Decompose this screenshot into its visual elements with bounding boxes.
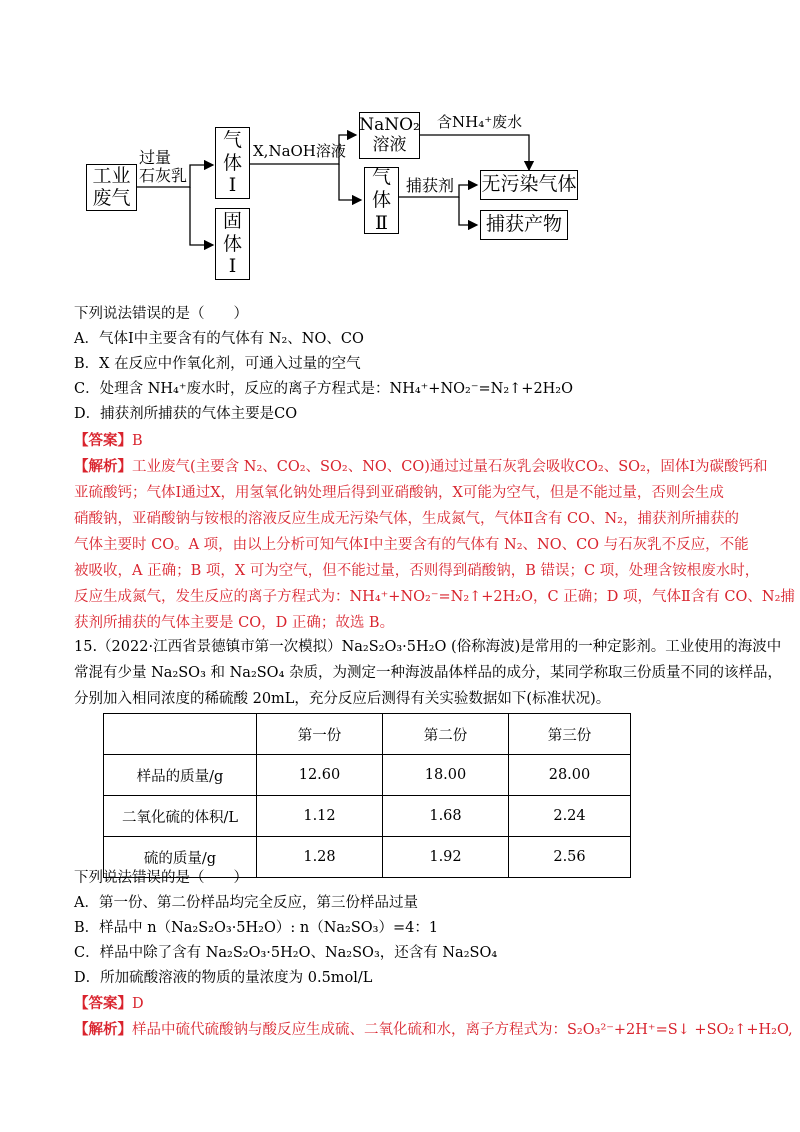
- table-cell: 12.60: [257, 755, 383, 796]
- q14-analysis-line-6: 反应生成氮气，发生反应的离子方程式为：NH₄⁺+NO₂⁻=N₂↑+2H₂O，C 正确；D 项，气体Ⅱ含有 CO、N₂捕: [74, 589, 795, 605]
- q15-stem-line-3: 分别加入相同浓度的稀硫酸 20mL，充分反应后测得有关实验数据如下(标准状况)。: [74, 691, 611, 707]
- q14-option-b: B．X 在反应中作氧化剂，可通入过量的空气: [74, 356, 361, 372]
- table-row: [104, 796, 631, 837]
- arrow-gas1-to-gas2: [339, 164, 361, 200]
- table-header-cell: 第一份: [257, 714, 383, 755]
- table-row: [104, 755, 631, 796]
- q15-answer: [74, 997, 144, 1012]
- label-nh4-waste: 含NH₄⁺废水: [437, 113, 523, 131]
- table-cell: 2.24: [509, 796, 631, 837]
- flowchart: [0, 0, 800, 290]
- table-cell: 1.68: [383, 796, 509, 837]
- box-gas-2: 气 体 Ⅱ: [364, 167, 399, 234]
- q15-option-b: B．样品中 n（Na₂S₂O₃·5H₂O）: n（Na₂SO₃）=4：1: [74, 920, 439, 936]
- q15-option-a: A．第一份、第二份样品均完全反应，第三份样品过量: [74, 895, 418, 911]
- table-header-cell: [104, 714, 257, 755]
- q15-option-d: D．所加硫酸溶液的物质的量浓度为 0.5mol/L: [74, 970, 373, 986]
- arrow-waste-to-solid1: [190, 187, 213, 245]
- box-clean-gas: 无污染气体: [480, 170, 578, 200]
- box-capture-product: 捕获产物: [480, 210, 568, 240]
- table-header-cell: 第三份: [509, 714, 631, 755]
- table-cell: 1.92: [383, 837, 509, 878]
- q15-prompt: 下列说法错误的是（ ）: [74, 870, 248, 886]
- q14-analysis-line-1: 【解析】工业废气(主要含 N₂、CO₂、SO₂、NO、CO)通过过量石灰乳会吸收CO₂、SO₂，固体Ⅰ为碳酸钙和: [74, 458, 768, 475]
- q15-data-table: [103, 713, 631, 878]
- q14-analysis-line-2: 亚硫酸钙；气体Ⅰ通过X，用氢氧化钠处理后得到亚硝酸钠，X可能为空气，但是不能过量，否则会生成: [74, 485, 724, 501]
- q15-stem-line-2: 常混有少量 Na₂SO₃ 和 Na₂SO₄ 杂质，为测定一种海波晶体样品的成分，某同学称取三份质量不同的该样品，: [74, 665, 782, 681]
- q15-option-c: C．样品中除了含有 Na₂S₂O₃·5H₂O、Na₂SO₃，还含有 Na₂SO₄: [74, 945, 498, 961]
- table-cell: 1.28: [257, 837, 383, 878]
- q14-analysis-line-4: 气体主要时 CO。A 项，由以上分析可知气体Ⅰ中主要含有的气体有 N₂、NO、CO 与石灰乳不反应，不能: [74, 537, 749, 553]
- q14-option-c: C．处理含 NH₄⁺废水时，反应的离子方程式是：NH₄⁺+NO₂⁻=N₂↑+2H₂O: [74, 381, 574, 397]
- q14-analysis-line-3: 硝酸钠，亚硝酸钠与铵根的溶液反应生成无污染气体，生成氮气，气体Ⅱ含有 CO、N₂，捕获剂所捕获的: [74, 511, 739, 527]
- answer-tag: 【答案】: [74, 432, 132, 449]
- table-header-cell: 第二份: [383, 714, 509, 755]
- analysis-tag: 【解析】: [74, 458, 132, 475]
- q14-analysis-line-5: 被吸收，A 正确；B 项，X 可为空气，但不能过量，否则得到硝酸钠，B 错误；C 项，处理含铵根废水时，: [74, 563, 760, 579]
- table-cell: 二氧化硫的体积/L: [104, 796, 257, 837]
- answer-value: D: [132, 996, 144, 1012]
- table-cell: 1.12: [257, 796, 383, 837]
- q14-prompt: 下列说法错误的是（ ）: [74, 306, 248, 322]
- box-gas-1: 气 体 Ⅰ: [215, 127, 250, 199]
- table-cell: 28.00: [509, 755, 631, 796]
- arrow-nano2-to-clean: [420, 135, 529, 170]
- answer-tag: 【答案】: [74, 995, 132, 1012]
- table-cell: 样品的质量/g: [104, 755, 257, 796]
- arrow-gas2-to-product: [459, 197, 477, 225]
- box-nano2: NaNO₂ 溶液: [359, 112, 420, 159]
- label-capture-agent: 捕获剂: [406, 176, 455, 195]
- table-cell: 硫的质量/g: [104, 837, 257, 878]
- table-header-row: [104, 714, 631, 755]
- box-solid-1: 固 体 Ⅰ: [215, 208, 250, 280]
- q14-answer: [74, 434, 143, 449]
- q15-analysis-line-1: 【解析】样品中硫代硫酸钠与酸反应生成硫、二氧化硫和水，离子方程式为：S₂O₃²⁻+2H⁺=S↓ +SO₂↑+H₂O,: [74, 1021, 793, 1038]
- table-cell: 2.56: [509, 837, 631, 878]
- q14-option-d: D．捕获剂所捕获的气体主要是CO: [74, 406, 298, 422]
- q15-stem-line-1: 15.（2022·江西省景德镇市第一次模拟）Na₂S₂O₃·5H₂O (俗称海波)是常用的一种定影剂。工业使用的海波中: [74, 639, 782, 655]
- table-cell: 18.00: [383, 755, 509, 796]
- answer-value: B: [132, 433, 143, 449]
- box-industrial-waste: 工业 废气: [86, 164, 137, 211]
- label-excess-lime: 过量 石灰乳: [139, 148, 188, 186]
- label-x-naoh: X,NaOH溶液: [253, 142, 346, 160]
- q14-option-a: A．气体Ⅰ中主要含有的气体有 N₂、NO、CO: [74, 331, 364, 347]
- analysis-tag: 【解析】: [74, 1021, 132, 1038]
- q14-analysis-line-7: 获剂所捕获的气体主要是 CO，D 正确；故选 B。: [74, 615, 395, 631]
